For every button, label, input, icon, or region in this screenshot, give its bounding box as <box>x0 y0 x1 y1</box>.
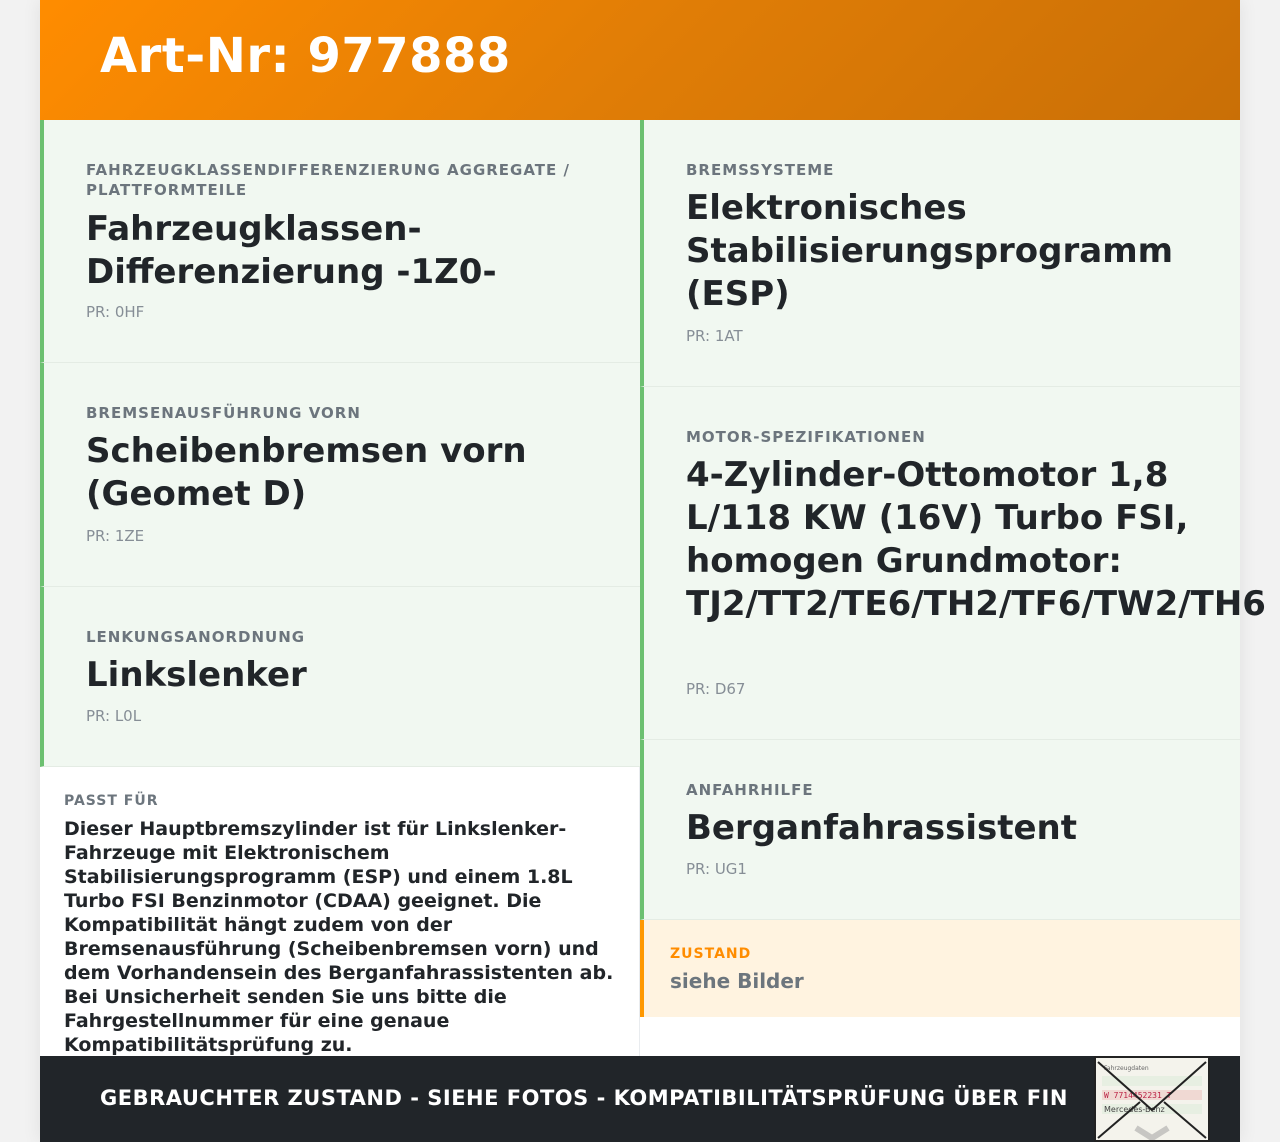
header-banner <box>40 0 1240 120</box>
spec-pr-code: PR: L0L <box>86 707 142 725</box>
condition-value: siehe Bilder <box>670 969 804 993</box>
spec-card-lenkung <box>40 587 640 767</box>
stamp-line: W 7714452231 T <box>1104 1091 1172 1100</box>
spec-value: Linkslenker <box>86 655 307 695</box>
spec-card-bremssysteme <box>640 120 1240 387</box>
spec-label: MOTOR-SPEZIFIKATIONEN <box>686 428 926 446</box>
condition-label: ZUSTAND <box>670 946 752 962</box>
spec-pr-code: PR: 1ZE <box>86 527 145 545</box>
stamp-line: Fahrzeugdaten <box>1104 1065 1149 1072</box>
spec-label: FAHRZEUGKLASSENDIFFERENZIERUNG AGGREGATE / PLATTFORMTEILE <box>86 161 570 199</box>
spec-value: Fahrzeugklassen-Differenzierung -1Z0- <box>86 209 497 292</box>
stamp-line: Mercedes-Benz <box>1104 1105 1165 1114</box>
spec-card-motor <box>640 387 1266 740</box>
compatibility-label: PASST FÜR <box>64 793 159 809</box>
article-number-title: Art-Nr: 977888 <box>100 28 511 84</box>
spec-value: Elektronisches Stabilisierungsprogramm (ESP) <box>686 188 1174 314</box>
spec-pr-code: PR: 0HF <box>86 303 145 321</box>
condition-section <box>640 920 1240 1017</box>
footer-text: GEBRAUCHTER ZUSTAND - SIEHE FOTOS - KOMPATIBILITÄTSPRÜFUNG ÜBER FIN <box>100 1086 1068 1110</box>
envelope-icon <box>1096 1058 1208 1140</box>
spec-label: ANFAHRHILFE <box>686 781 814 799</box>
spec-card-fahrzeugklasse <box>40 120 640 363</box>
spec-label: LENKUNGSANORDNUNG <box>86 628 306 646</box>
spec-value: Scheibenbremsen vorn (Geomet D) <box>86 431 527 514</box>
footer-banner <box>40 1056 1240 1142</box>
product-sheet <box>40 0 1266 1142</box>
spec-card-bremsenausfuehrung <box>40 363 640 587</box>
spec-pr-code: PR: D67 <box>686 680 746 698</box>
spec-value: 4-Zylinder-Ottomotor 1,8 L/118 KW (16V) Turbo FSI, homogen Grundmotor: TJ2/TT2/TE6/TH2/TF6/TW2/TH6 <box>686 455 1266 624</box>
spec-pr-code: PR: UG1 <box>686 860 747 878</box>
compatibility-section <box>40 767 640 1056</box>
spec-value: Berganfahrassistent <box>686 808 1078 848</box>
registration-document-thumbnail[interactable] <box>1094 1056 1210 1142</box>
spec-label: BREMSSYSTEME <box>686 161 835 179</box>
compatibility-text: Dieser Hauptbremszylinder ist für Linkslenker-Fahrzeuge mit Elektronischem Stabilisierungsprogramm (ESP) und einem 1.8L Turbo FSI Benzinmotor (CDAA) geeignet. Die Kompatibilität hängt zudem von der Bremsenausführung (Scheibenbremsen vorn) und dem Vorhandensein des Berganfahrassistenten ab. Bei Unsicherheit senden Sie uns bitte die Fahrgestellnummer für eine genaue Kompatibilitätsprüfung zu. <box>64 818 614 1056</box>
spec-label: BREMSENAUSFÜHRUNG VORN <box>86 404 361 422</box>
spec-card-anfahrhilfe <box>640 740 1240 920</box>
spec-pr-code: PR: 1AT <box>686 327 743 345</box>
